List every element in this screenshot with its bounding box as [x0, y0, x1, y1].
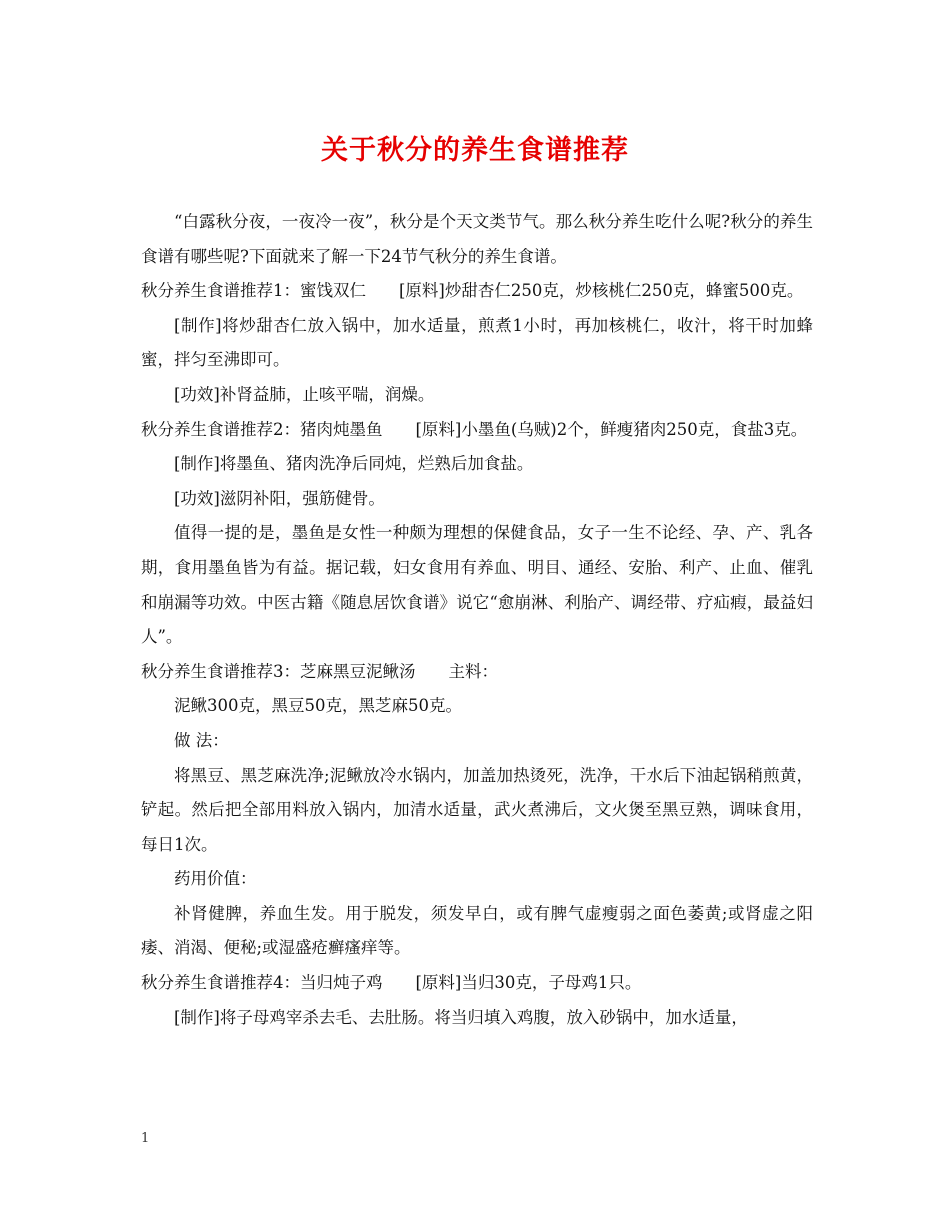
recipe-heading-2: 秋分养生食谱推荐2：猪肉炖墨鱼 [原料]小墨鱼(乌贼)2个，鲜瘦猪肉250克，食盐3克。: [141, 419, 808, 439]
page-number: 1: [141, 1131, 150, 1146]
paragraph: 将黑豆、黑芝麻洗净;泥鳅放冷水锅内，加盖加热烫死，洗净，干水后下油起锅稍煎黄，铲起。然后把全部用料放入锅内，加清水适量，武火煮沸后，文火煲至黑豆熟，调味食用，每日1次。: [141, 765, 813, 854]
paragraph: [制作]将子母鸡宰杀去毛、去肚肠。将当归填入鸡腹，放入砂锅中，加水适量，: [174, 1007, 748, 1027]
paragraph: 药用价值：: [174, 869, 257, 889]
paragraph: 做 法：: [174, 730, 229, 750]
paragraph: [功效]滋阴补阳，强筋健骨。: [174, 488, 385, 508]
paragraph: “白露秋分夜，一夜冷一夜”，秋分是个天文类节气。那么秋分养生吃什么呢?秋分的养生食谱有哪些呢?下面就来了解一下24节气秋分的养生食谱。: [141, 212, 813, 266]
page-title: 关于秋分的养生食谱推荐: [321, 135, 629, 166]
recipe-heading-1: 秋分养生食谱推荐1：蜜饯双仁 [原料]炒甜杏仁250克，炒核桃仁250克，蜂蜜500克。: [141, 281, 804, 301]
paragraph: [制作]将炒甜杏仁放入锅中，加水适量，煎煮1小时，再加核桃仁，收汁，将干时加蜂蜜，拌匀至沸即可。: [141, 315, 813, 370]
paragraph: 补肾健脾，养血生发。用于脱发，须发早白，或有脾气虚瘦弱之面色萎黄;或肾虚之阳痿、消渴、便秘;或湿盛疮癣瘙痒等。: [141, 903, 813, 958]
paragraph: 泥鳅300克，黑豆50克，黑芝麻50克。: [174, 696, 462, 716]
paragraph: 值得一提的是，墨鱼是女性一种颇为理想的保健食品，女子一生不论经、孕、产、乳各期，食用墨鱼皆为有益。据记载，妇女食用有养血、明目、通经、安胎、利产、止血、催乳和崩漏等功效。中医古籍《随息居饮食谱》说它“愈崩淋、利胎产、调经带、疗疝瘕，最益妇人”。: [141, 523, 813, 647]
recipe-heading-4: 秋分养生食谱推荐4：当归炖子鸡 [原料]当归30克，子母鸡1只。: [141, 973, 642, 993]
paragraph: [功效]补肾益肺，止咳平喘，润燥。: [174, 384, 435, 404]
paragraph: [制作]将墨鱼、猪肉洗净后同炖，烂熟后加食盐。: [174, 454, 534, 474]
document-body: [141, 205, 813, 1035]
recipe-heading-3: 秋分养生食谱推荐3：芝麻黑豆泥鳅汤 主料：: [141, 661, 498, 681]
